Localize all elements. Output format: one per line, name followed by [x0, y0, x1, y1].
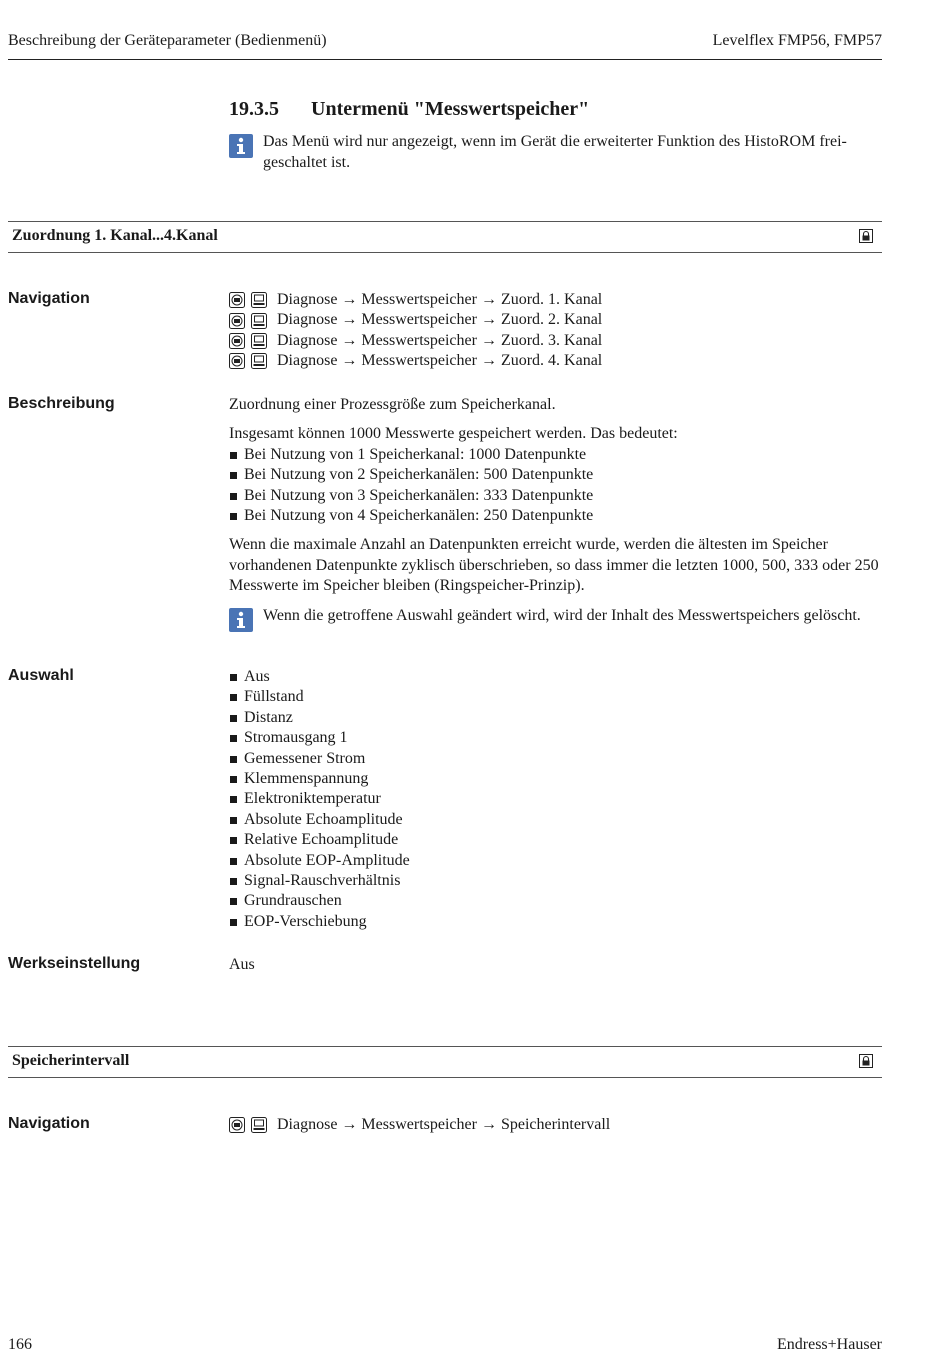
running-header-right: Levelflex FMP56, FMP57 — [712, 32, 882, 49]
list-item: Bei Nutzung von 1 Speicherkanal: 1000 Datenpunkte — [229, 445, 883, 465]
list-item: EOP-Verschiebung — [229, 912, 883, 932]
list-item: Grundrauschen — [229, 891, 883, 911]
list-item: Füllstand — [229, 687, 883, 707]
navigation-path: Diagnose → Messwertspeicher → Zuord. 3. Kanal — [229, 331, 883, 351]
werkseinstellung-value: Aus — [229, 956, 255, 973]
parameter-title: Speicherintervall — [12, 1052, 130, 1069]
operating-tool-icon — [251, 333, 267, 349]
lock-icon — [859, 229, 873, 243]
list-item: Gemessener Strom — [229, 749, 883, 769]
section-heading — [229, 98, 589, 121]
local-display-icon — [229, 292, 245, 308]
beschreibung-content — [229, 395, 883, 632]
parameter-bar-speicherintervall — [8, 1046, 882, 1078]
parameter-title: Zuordnung 1. Kanal...4.Kanal — [12, 227, 218, 244]
operating-tool-icon — [251, 1117, 267, 1133]
list-item: Bei Nutzung von 2 Speicherkanälen: 500 Datenpunkte — [229, 465, 883, 485]
beschreibung-note — [229, 606, 883, 632]
local-display-icon — [229, 313, 245, 329]
navigation-paths — [229, 1115, 883, 1135]
list-item: Aus — [229, 667, 883, 687]
auswahl-list — [229, 667, 883, 932]
navigation-paths — [229, 290, 883, 372]
local-display-icon — [229, 333, 245, 349]
list-item: Absolute Echoamplitude — [229, 810, 883, 830]
werkseinstellung-label: Werkseinstellung — [8, 955, 141, 972]
beschreibung-paragraph: Zuordnung einer Prozessgröße zum Speicherkanal. — [229, 396, 556, 413]
page-number: 166 — [8, 1336, 32, 1353]
list-item: Bei Nutzung von 4 Speicherkanälen: 250 Datenpunkte — [229, 506, 883, 526]
running-header-left: Beschreibung der Geräteparameter (Bedienmenü) — [8, 32, 327, 49]
operating-tool-icon — [251, 292, 267, 308]
list-item: Relative Echoamplitude — [229, 830, 883, 850]
navigation-label: Navigation — [8, 1115, 90, 1132]
list-item: Stromausgang 1 — [229, 728, 883, 748]
operating-tool-icon — [251, 353, 267, 369]
beschreibung-note-text: Wenn die getroffene Auswahl geändert wird, wird der Inhalt des Messwertspeichers gelöscht. — [263, 606, 861, 624]
header-rule — [8, 59, 882, 60]
navigation-path: Diagnose → Messwertspeicher → Zuord. 2. Kanal — [229, 310, 883, 330]
navigation-path: Diagnose → Messwertspeicher → Zuord. 4. Kanal — [229, 351, 883, 371]
list-item: Bei Nutzung von 3 Speicherkanälen: 333 Datenpunkte — [229, 486, 883, 506]
section-note-text: Das Menü wird nur angezeigt, wenn im Gerät die erweiterter Funktion des HistoROM frei-geschaltet ist. — [263, 133, 847, 171]
section-note — [229, 132, 883, 173]
beschreibung-paragraph: Wenn die maximale Anzahl an Datenpunkten erreicht wurde, werden die ältesten im Speicher vorhandenen Datenpunkte zyklisch überschrieben, so dass immer die letzten 1000, 500, 333 oder 250 Messwerte im Speicher bleiben (Ringspeicher-Prinzip). — [229, 536, 879, 595]
list-item: Signal-Rauschverhältnis — [229, 871, 883, 891]
operating-tool-icon — [251, 313, 267, 329]
navigation-path: Diagnose → Messwertspeicher → Zuord. 1. Kanal — [229, 290, 883, 310]
footer-brand: Endress+Hauser — [777, 1336, 882, 1353]
parameter-bar-zuordnung — [8, 221, 882, 253]
auswahl-label: Auswahl — [8, 667, 74, 684]
lock-icon — [859, 1054, 873, 1068]
list-item: Elektroniktemperatur — [229, 789, 883, 809]
beschreibung-paragraph: Insgesamt können 1000 Messwerte gespeichert werden. Das bedeutet: — [229, 425, 678, 443]
beschreibung-label: Beschreibung — [8, 395, 115, 412]
local-display-icon — [229, 1117, 245, 1133]
navigation-label: Navigation — [8, 290, 90, 307]
section-number: 19.3.5 — [229, 98, 279, 120]
local-display-icon — [229, 353, 245, 369]
info-icon — [229, 134, 253, 158]
navigation-path: Diagnose → Messwertspeicher → Speicherintervall — [229, 1115, 883, 1135]
list-item: Distanz — [229, 708, 883, 728]
list-item: Klemmenspannung — [229, 769, 883, 789]
section-title: Untermenü "Messwertspeicher" — [311, 98, 590, 120]
info-icon — [229, 608, 253, 632]
list-item: Absolute EOP-Amplitude — [229, 851, 883, 871]
